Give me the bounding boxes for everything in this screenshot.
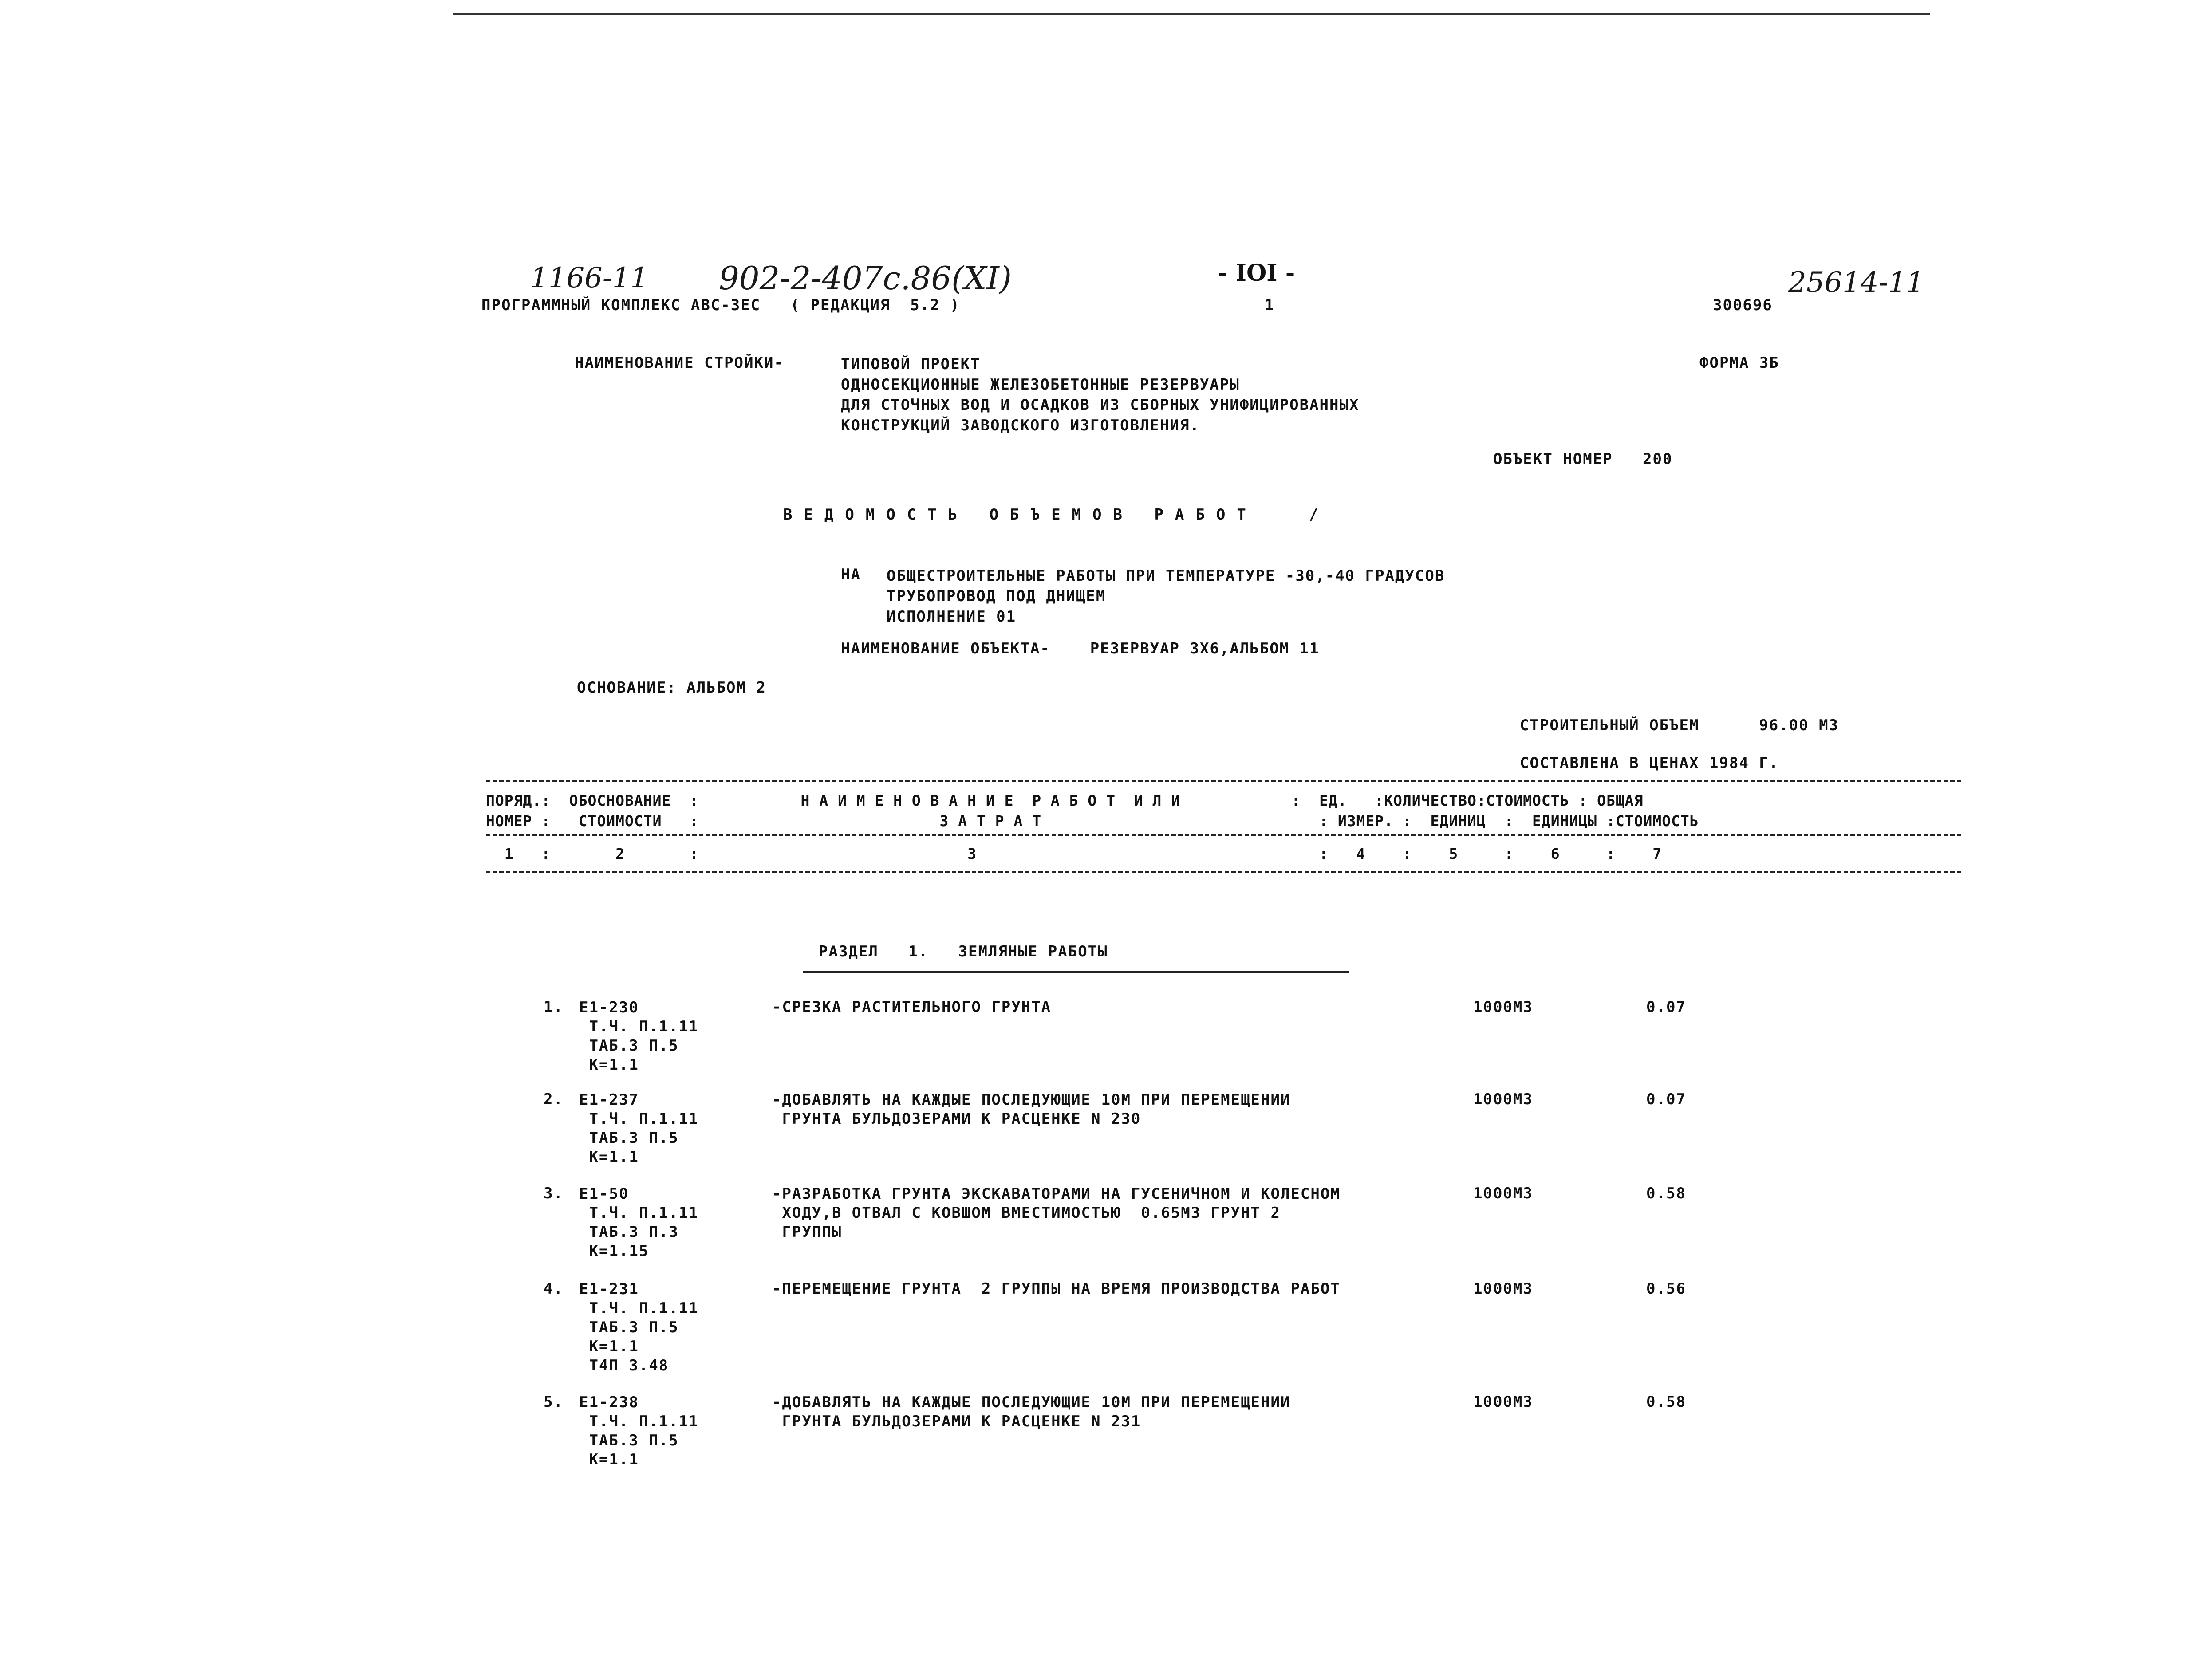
page-sub-number: 1 — [1265, 296, 1275, 314]
code-line: Е1-237 — [579, 1091, 639, 1109]
table-rule-mid — [486, 834, 1961, 836]
desc-line: ГРУНТА БУЛЬДОЗЕРАМИ К РАСЦЕНКЕ N 230 — [772, 1110, 1141, 1128]
row-unit: 1000М3 — [1473, 1393, 1533, 1411]
column-numbers: 1 : 2 : 3 : 4 : 5 : 6 : 7 — [486, 845, 1662, 862]
code-line: Т.Ч. П.1.11 — [589, 1299, 699, 1317]
code-line: Е1-50 — [579, 1185, 629, 1203]
construction-line: ДЛЯ СТОЧНЫХ ВОД И ОСАДКОВ ИЗ СБОРНЫХ УНИФИЦИРОВАННЫХ — [841, 396, 1360, 414]
row-code — [579, 1090, 699, 1167]
row-unit: 1000М3 — [1473, 1090, 1533, 1108]
code-line: Е1-230 — [579, 999, 639, 1016]
row-quantity: 0.07 — [1646, 998, 1686, 1016]
code-line: ТАБ.3 П.5 — [589, 1432, 679, 1449]
table-header — [486, 791, 1699, 831]
scope-description — [887, 566, 1445, 627]
section-underline — [803, 971, 1349, 973]
row-number: 5. — [544, 1393, 564, 1411]
code-line: К=1.1 — [589, 1056, 639, 1074]
desc-line: ХОДУ,В ОТВАЛ С КОВШОМ ВМЕСТИМОСТЬЮ 0.65М3 ГРУНТ 2 — [772, 1204, 1281, 1222]
row-description — [772, 1393, 1290, 1431]
desc-line: -РАЗРАБОТКА ГРУНТА ЭКСКАВАТОРАМИ НА ГУСЕНИЧНОМ И КОЛЕСНОМ — [772, 1185, 1341, 1203]
scope-line: ТРУБОПРОВОД ПОД ДНИЩЕМ — [887, 587, 1106, 605]
code-line: ТАБ.3 П.5 — [589, 1037, 679, 1055]
basis: ОСНОВАНИЕ: АЛЬБОМ 2 — [577, 679, 766, 697]
desc-line: -ДОБАВЛЯТЬ НА КАЖДЫЕ ПОСЛЕДУЮЩИЕ 10М ПРИ ПЕРЕМЕЩЕНИИ — [772, 1091, 1291, 1109]
code-line: ТАБ.3 П.5 — [589, 1319, 679, 1336]
object-number: ОБЪЕКТ НОМЕР 200 — [1493, 450, 1673, 468]
row-description — [772, 1090, 1290, 1129]
row-quantity: 0.07 — [1646, 1090, 1686, 1108]
table-header-line: ПОРЯД.: ОБОСНОВАНИЕ : Н А И М Е Н О В А Н И Е Р А Б О Т И Л И : ЕД. :КОЛИЧЕСТВО:СТОИМОСТЬ : ОБЩАЯ — [486, 792, 1644, 809]
page-number: - IOI - — [1218, 260, 1295, 287]
code-line: Т.Ч. П.1.11 — [589, 1110, 699, 1128]
construction-line: ОДНОСЕКЦИОННЫЕ ЖЕЛЕЗОБЕТОННЫЕ РЕЗЕРВУАРЫ — [841, 376, 1240, 394]
construction-label: НАИМЕНОВАНИЕ СТРОЙКИ- — [575, 354, 784, 372]
row-quantity: 0.58 — [1646, 1393, 1686, 1411]
code-line: Т4П 3.48 — [589, 1357, 669, 1374]
row-description — [772, 1185, 1341, 1242]
row-description — [772, 998, 1051, 1016]
code-line: К=1.1 — [589, 1148, 639, 1166]
construction-line: ТИПОВОЙ ПРОЕКТ — [841, 355, 981, 373]
code-line: Т.Ч. П.1.11 — [589, 1413, 699, 1430]
table-rule-bottom — [486, 871, 1961, 873]
document-code: 300696 — [1713, 296, 1773, 314]
construction-line: КОНСТРУКЦИЙ ЗАВОДСКОГО ИЗГОТОВЛЕНИЯ. — [841, 417, 1200, 434]
desc-line: ГРУНТА БУЛЬДОЗЕРАМИ К РАСЦЕНКЕ N 231 — [772, 1413, 1141, 1430]
row-number: 3. — [544, 1185, 564, 1202]
building-volume: СТРОИТЕЛЬНЫЙ ОБЪЕМ 96.00 М3 — [1520, 716, 1839, 734]
handwritten-registration-number: 25614-11 — [1788, 266, 1924, 299]
scope-line: ИСПОЛНЕНИЕ 01 — [887, 608, 1017, 626]
row-unit: 1000М3 — [1473, 1185, 1533, 1202]
code-line: Е1-238 — [579, 1393, 639, 1411]
row-quantity: 0.56 — [1646, 1280, 1686, 1298]
table-header-line: НОМЕР : СТОИМОСТИ : З А Т Р А Т : ИЗМЕР. : ЕДИНИЦ : ЕДИНИЦЫ :СТОИМОСТЬ — [486, 812, 1699, 830]
program-line: ПРОГРАММНЫЙ КОМПЛЕКС АВС-ЗЕС ( РЕДАКЦИЯ 5.2 ) — [481, 296, 960, 314]
row-code — [579, 1280, 699, 1375]
form-label: ФОРМА 3Б — [1699, 354, 1779, 372]
code-line: К=1.1 — [589, 1338, 639, 1355]
handwritten-sheet-number: 1166-11 — [530, 262, 648, 295]
scope-prefix: НА — [841, 566, 861, 583]
row-number: 4. — [544, 1280, 564, 1298]
row-unit: 1000М3 — [1473, 998, 1533, 1016]
desc-line: -СРЕЗКА РАСТИТЕЛЬНОГО ГРУНТА — [772, 998, 1052, 1016]
row-description — [772, 1280, 1341, 1298]
price-basis: СОСТАВЛЕНА В ЦЕНАХ 1984 Г. — [1520, 754, 1779, 772]
row-code — [579, 998, 699, 1075]
desc-line: -ДОБАВЛЯТЬ НА КАЖДЫЕ ПОСЛЕДУЮЩИЕ 10М ПРИ ПЕРЕМЕЩЕНИИ — [772, 1393, 1291, 1411]
row-code — [579, 1393, 699, 1469]
code-line: К=1.15 — [589, 1242, 649, 1260]
construction-name — [841, 354, 1359, 436]
title-slash-mark: / — [1309, 506, 1319, 524]
code-line: Е1-231 — [579, 1280, 639, 1298]
code-line: ТАБ.3 П.3 — [589, 1223, 679, 1241]
object-name: НАИМЕНОВАНИЕ ОБЪЕКТА- РЕЗЕРВУАР 3Х6,АЛЬБОМ 11 — [841, 640, 1320, 657]
row-unit: 1000М3 — [1473, 1280, 1533, 1298]
row-number: 2. — [544, 1090, 564, 1108]
code-line: К=1.1 — [589, 1451, 639, 1468]
table-rule-top — [486, 780, 1961, 782]
row-code — [579, 1185, 699, 1261]
code-line: Т.Ч. П.1.11 — [589, 1204, 699, 1222]
document-title: ВЕДОМОСТЬ ОБЪЕМОВ РАБОТ — [783, 506, 1258, 524]
row-quantity: 0.58 — [1646, 1185, 1686, 1202]
code-line: Т.Ч. П.1.11 — [589, 1018, 699, 1035]
top-border-line — [453, 13, 1930, 15]
scope-line: ОБЩЕСТРОИТЕЛЬНЫЕ РАБОТЫ ПРИ ТЕМПЕРАТУРЕ -30,-40 ГРАДУСОВ — [887, 567, 1445, 585]
handwritten-project-number: 902-2-407с.86(XI) — [719, 260, 1012, 297]
section-title: РАЗДЕЛ 1. ЗЕМЛЯНЫЕ РАБОТЫ — [819, 943, 1108, 960]
code-line: ТАБ.3 П.5 — [589, 1129, 679, 1147]
desc-line: -ПЕРЕМЕЩЕНИЕ ГРУНТА 2 ГРУППЫ НА ВРЕМЯ ПРОИЗВОДСТВА РАБОТ — [772, 1280, 1341, 1298]
desc-line: ГРУППЫ — [772, 1223, 842, 1241]
row-number: 1. — [544, 998, 564, 1016]
